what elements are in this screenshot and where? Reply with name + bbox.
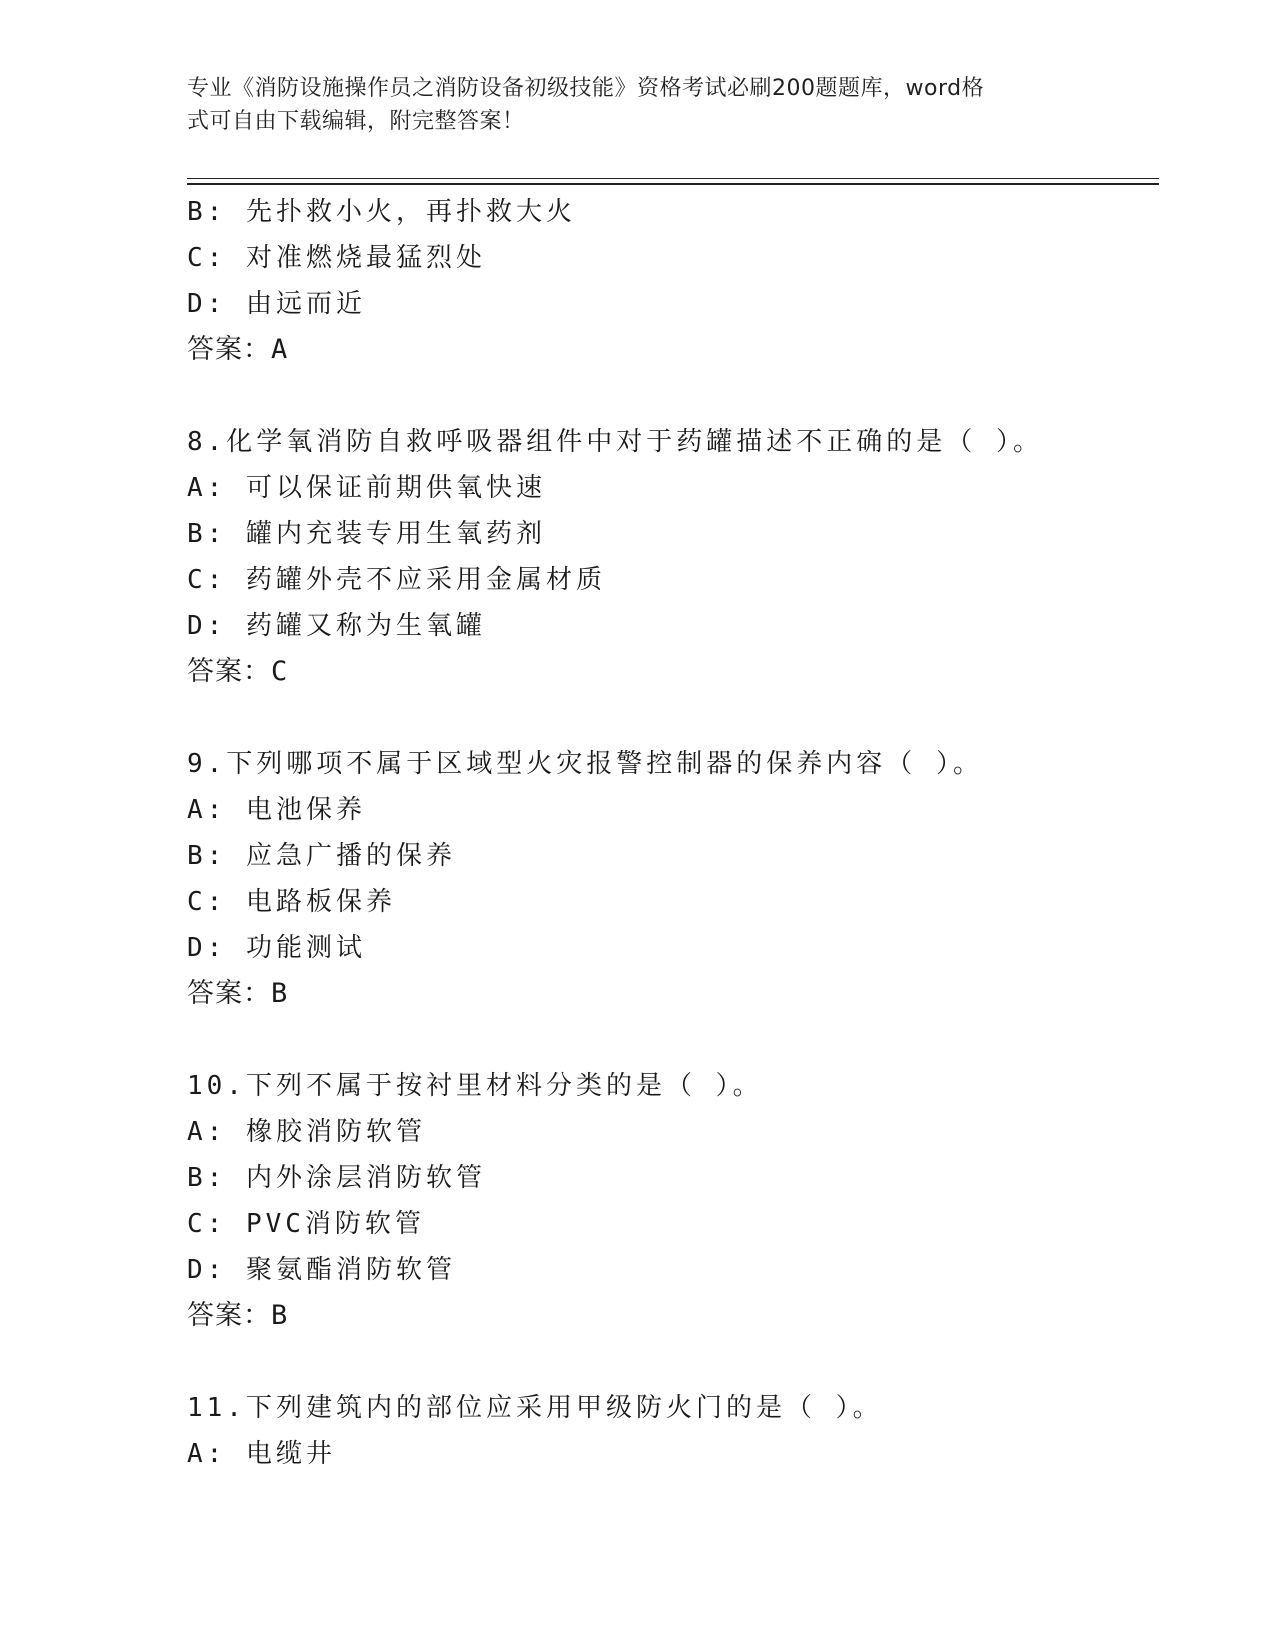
answer-line — [187, 327, 1167, 373]
question-stem: 11.下列建筑内的部位应采用甲级防火门的是（ ）。 — [187, 1393, 883, 1423]
option-a: A: 电池保养 — [187, 795, 366, 825]
option-a: A: 橡胶消防软管 — [187, 1117, 426, 1147]
header-divider-thin — [187, 178, 1159, 179]
header-line-1: 专业《消防设施操作员之消防设备初级技能》资格考试必刷200题题库，word格 — [187, 76, 985, 101]
option-c: C: PVC消防软管 — [187, 1209, 425, 1239]
answer-label: 答案： — [187, 978, 271, 1009]
document-header — [187, 72, 1087, 138]
option-b: B: 应急广播的保养 — [187, 841, 456, 871]
option-a: A: 可以保证前期供氧快速 — [187, 473, 546, 503]
option-d: D: 由远而近 — [187, 289, 366, 319]
answer-label: 答案： — [187, 656, 271, 687]
question-stem: 10.下列不属于按衬里材料分类的是（ ）。 — [187, 1071, 763, 1101]
answer-line — [187, 971, 1167, 1017]
answer-label: 答案： — [187, 334, 271, 365]
question-stem: 8.化学氧消防自救呼吸器组件中对于药罐描述不正确的是（ ）。 — [187, 427, 1043, 457]
answer-value: B — [271, 1300, 288, 1331]
answer-label: 答案： — [187, 1300, 271, 1331]
spacer — [187, 373, 1167, 419]
option-b: B: 内外涂层消防软管 — [187, 1163, 486, 1193]
option-d: D: 聚氨酯消防软管 — [187, 1255, 456, 1285]
header-line-2: 式可自由下载编辑，附完整答案！ — [187, 109, 525, 134]
question-7-options — [187, 189, 1167, 373]
option-c: C: 对准燃烧最猛烈处 — [187, 243, 486, 273]
option-b: B: 先扑救小火，再扑救大火 — [187, 197, 576, 227]
spacer — [187, 695, 1167, 741]
answer-line — [187, 649, 1167, 695]
spacer — [187, 1339, 1167, 1385]
option-d: D: 功能测试 — [187, 933, 366, 963]
answer-value: B — [271, 978, 288, 1009]
option-c: C: 药罐外壳不应采用金属材质 — [187, 565, 606, 595]
option-b: B: 罐内充装专用生氧药剂 — [187, 519, 546, 549]
option-c: C: 电路板保养 — [187, 887, 396, 917]
answer-line — [187, 1293, 1167, 1339]
option-a: A: 电缆井 — [187, 1439, 336, 1469]
question-10 — [187, 1063, 1167, 1339]
question-11 — [187, 1385, 1167, 1477]
question-stem: 9.下列哪项不属于区域型火灾报警控制器的保养内容（ ）。 — [187, 749, 983, 779]
header-divider-thick — [187, 183, 1159, 185]
answer-value: C — [271, 656, 288, 687]
answer-value: A — [271, 334, 288, 365]
option-d: D: 药罐又称为生氧罐 — [187, 611, 486, 641]
question-list — [187, 189, 1167, 1477]
spacer — [187, 1017, 1167, 1063]
question-9 — [187, 741, 1167, 1017]
question-8 — [187, 419, 1167, 695]
